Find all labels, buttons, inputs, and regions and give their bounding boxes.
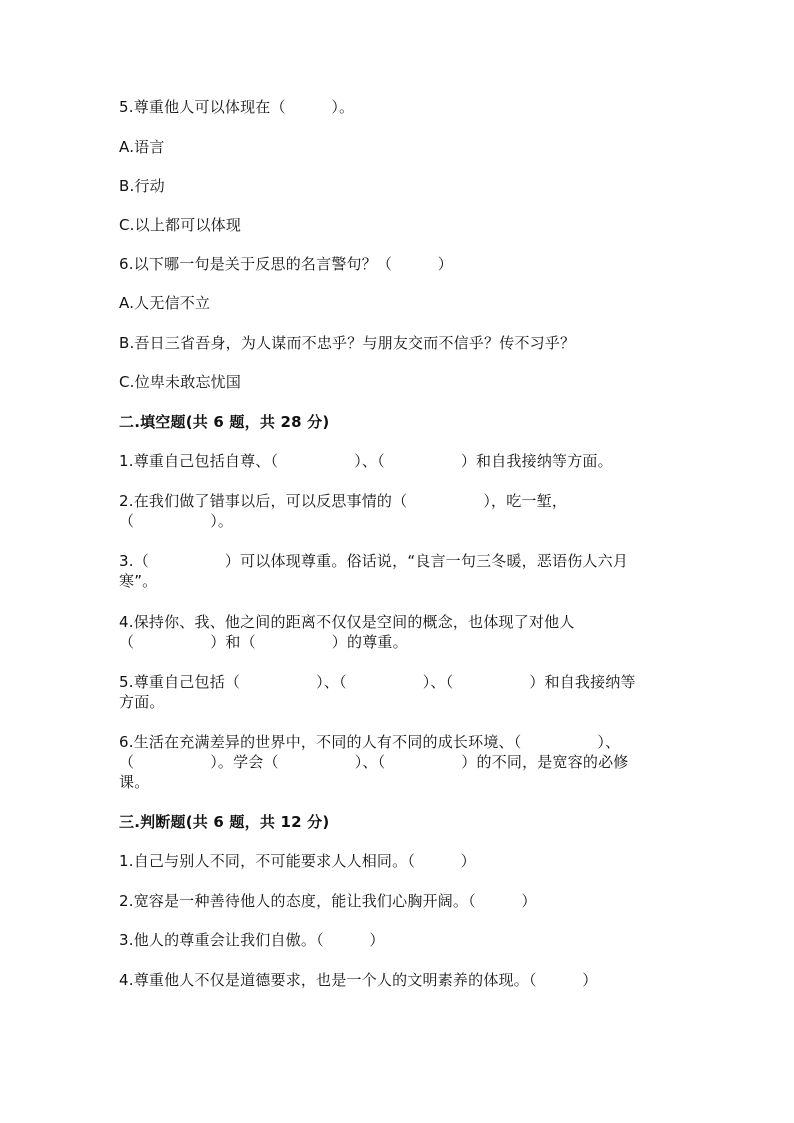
- fill-q5-line2: 方面。: [119, 693, 165, 711]
- fill-q2-line2: （ ）。: [119, 512, 234, 530]
- fill-q6-line2: （ ）。学会（ ）、（ ）的不同，是宽容的必修: [119, 753, 629, 771]
- mc-q6-option-b: B.吾日三省吾身，为人谋而不忠乎？与朋友交而不信乎？传不习乎？: [119, 334, 576, 352]
- fill-q3-line2: 寒”。: [119, 572, 158, 590]
- section-heading-fill-blank: 二.填空题(共 6 题，共 28 分): [119, 413, 330, 431]
- mc-q6-option-c: C.位卑未敢忘忧国: [119, 373, 242, 391]
- mc-q5-option-b: B.行动: [119, 177, 165, 195]
- judge-q2: 2.宽容是一种善待他人的态度，能让我们心胸开阔。（ ）: [119, 892, 537, 910]
- fill-q6-line1: 6.生活在充满差异的世界中，不同的人有不同的成长环境、（ ）、: [119, 733, 621, 751]
- fill-q3-line1: 3.（ ）可以体现尊重。俗话说，“良言一句三冬暖，恶语伤人六月: [119, 552, 629, 570]
- mc-q6-stem: 6.以下哪一句是关于反思的名言警句？（ ）: [119, 255, 453, 273]
- fill-q5-line1: 5.尊重自己包括（ ）、（ ）、（ ）和自我接纳等: [119, 673, 636, 691]
- fill-q2-line1: 2.在我们做了错事以后，可以反思事情的（ ），吃一堑，: [119, 492, 568, 510]
- fill-q4-line2: （ ）和（ ）的尊重。: [119, 633, 408, 651]
- mc-q6-option-a: A.人无信不立: [119, 294, 211, 312]
- mc-q5-option-c: C.以上都可以体现: [119, 216, 242, 234]
- judge-q3: 3.他人的尊重会让我们自傲。（ ）: [119, 931, 385, 949]
- fill-q4-line1: 4.保持你、我、他之间的距离不仅仅是空间的概念，也体现了对他人: [119, 613, 575, 631]
- section-heading-true-false: 三.判断题(共 6 题，共 12 分): [119, 813, 330, 831]
- judge-q1: 1.自己与别人不同，不可能要求人人相同。（ ）: [119, 852, 476, 870]
- judge-q4: 4.尊重他人不仅是道德要求，也是一个人的文明素养的体现。（ ）: [119, 971, 598, 989]
- mc-q5-stem: 5.尊重他人可以体现在（ ）。: [119, 98, 355, 116]
- mc-q5-option-a: A.语言: [119, 138, 165, 156]
- fill-q6-line3: 课。: [119, 773, 150, 791]
- fill-q1: 1.尊重自己包括自尊、（ ）、（ ）和自我接纳等方面。: [119, 452, 613, 470]
